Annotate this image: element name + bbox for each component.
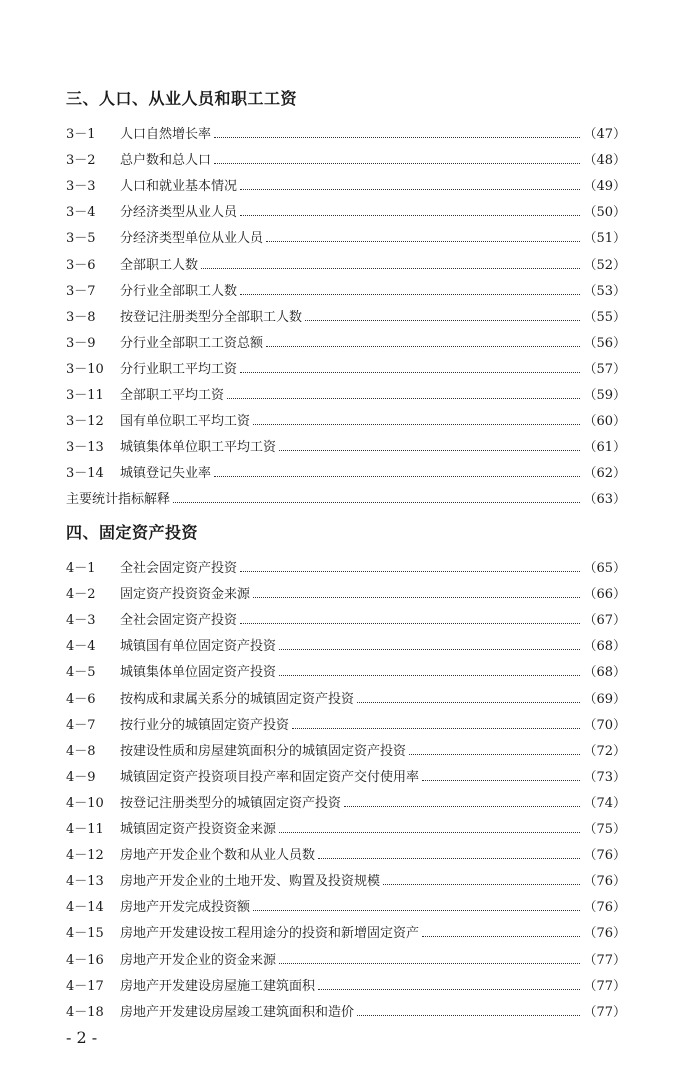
dot-leader <box>240 372 580 373</box>
dot-leader <box>279 832 580 833</box>
toc-entry-title: 按登记注册类型分的城镇固定资产投资 <box>120 795 342 811</box>
toc-entry-page: （69） <box>583 691 626 707</box>
toc-entry-page: （62） <box>583 466 626 482</box>
dot-leader <box>227 398 580 399</box>
toc-entry-title: 按构成和隶属关系分的城镇固定资产投资 <box>120 691 355 707</box>
dot-leader <box>253 910 580 911</box>
toc-entry-title: 按行业分的城镇固定资产投资 <box>120 717 290 733</box>
toc-entry-title: 城镇固定资产投资资金来源 <box>120 822 277 838</box>
toc-entry <box>66 142 626 168</box>
toc-entry-page: （76） <box>583 900 626 916</box>
toc-entry-number: 4－9 <box>66 769 96 785</box>
toc-entry-title: 按登记注册类型分全部职工人数 <box>120 309 303 325</box>
toc-entry-page: （75） <box>583 822 626 838</box>
toc-entry-number: 4－17 <box>66 978 104 994</box>
dot-leader <box>279 450 580 451</box>
toc-entry <box>66 994 626 1020</box>
toc-entry-page: （59） <box>583 388 626 404</box>
toc-entry <box>66 455 626 481</box>
toc-entry-number: 4－3 <box>66 613 96 629</box>
toc-entry <box>66 811 626 837</box>
dot-leader <box>240 623 580 624</box>
dot-leader <box>279 649 580 650</box>
section-3-heading: 三、人口、从业人员和职工工资 <box>66 89 298 108</box>
toc-entry <box>66 602 626 628</box>
toc-entry <box>66 576 626 602</box>
dot-leader <box>292 728 580 729</box>
dot-leader <box>240 294 580 295</box>
toc-entry-number: 4－11 <box>66 822 104 838</box>
toc-entry-number: 3－9 <box>66 335 96 351</box>
toc-entry-page: （66） <box>583 587 626 603</box>
toc-entry-title: 房地产开发企业的土地开发、购置及投资规模 <box>120 874 381 890</box>
toc-entry-number: 3－14 <box>66 466 104 482</box>
toc-entry-number: 3－7 <box>66 283 96 299</box>
toc-entry-page: （77） <box>583 952 626 968</box>
toc-entry-title: 城镇国有单位固定资产投资 <box>120 639 277 655</box>
toc-entry <box>66 733 626 759</box>
toc-entry-title: 房地产开发企业个数和从业人员数 <box>120 848 316 864</box>
toc-entry-number: 3－4 <box>66 205 96 221</box>
toc-entry-page: （57） <box>583 361 626 377</box>
dot-leader <box>305 320 580 321</box>
dot-leader <box>422 936 580 937</box>
toc-entry-number: 3－13 <box>66 440 104 456</box>
toc-entry-number: 3－12 <box>66 414 104 430</box>
toc-entry <box>66 941 626 967</box>
toc-entry <box>66 550 626 576</box>
toc-entry-title: 人口和就业基本情况 <box>120 179 238 195</box>
toc-entry-title: 全社会固定资产投资 <box>120 613 238 629</box>
toc-entry <box>66 968 626 994</box>
dot-leader <box>240 189 580 190</box>
toc-entry <box>66 889 626 915</box>
dot-leader <box>279 963 580 964</box>
toc-entry-number: 3－11 <box>66 388 104 404</box>
toc-entry-page: （50） <box>583 205 626 221</box>
dot-leader <box>409 754 580 755</box>
toc-entry-title: 固定资产投资资金来源 <box>120 587 251 603</box>
toc-entry-number: 3－8 <box>66 309 96 325</box>
toc-entry-number: 4－1 <box>66 561 96 577</box>
toc-entry-title: 房地产开发企业的资金来源 <box>120 952 277 968</box>
toc-entry <box>66 194 626 220</box>
toc-entry-number: 4－12 <box>66 848 104 864</box>
toc-entry-title: 分经济类型从业人员 <box>120 205 238 221</box>
toc-entry-page: （56） <box>583 335 626 351</box>
toc-entry-number: 3－3 <box>66 179 96 195</box>
toc-entry-title: 房地产开发建设房屋竣工建筑面积和造价 <box>120 1004 355 1020</box>
toc-entry <box>66 837 626 863</box>
toc-entry-title: 人口自然增长率 <box>120 127 212 143</box>
toc-entry-number: 4－4 <box>66 639 96 655</box>
toc-entry-page: （65） <box>583 561 626 577</box>
section-4-toc-list <box>66 550 626 1020</box>
dot-leader <box>279 675 580 676</box>
toc-entry-page: （72） <box>583 743 626 759</box>
toc-entry-page: （52） <box>583 257 626 273</box>
toc-entry <box>66 429 626 455</box>
toc-entry-number: 4－10 <box>66 795 104 811</box>
toc-entry-number: 3－2 <box>66 153 96 169</box>
dot-leader <box>266 241 580 242</box>
toc-entry-page: （76） <box>583 926 626 942</box>
toc-entry-page: （49） <box>583 179 626 195</box>
dot-leader <box>357 1015 580 1016</box>
toc-entry-title: 分行业职工平均工资 <box>120 361 238 377</box>
toc-entry-number: 3－5 <box>66 231 96 247</box>
toc-entry-number: 4－18 <box>66 1004 104 1020</box>
toc-entry-number: 3－6 <box>66 257 96 273</box>
dot-leader <box>318 858 580 859</box>
toc-entry <box>66 299 626 325</box>
toc-entry-page: （67） <box>583 613 626 629</box>
toc-entry-page: （61） <box>583 440 626 456</box>
dot-leader <box>344 806 580 807</box>
toc-entry-title: 房地产开发建设按工程用途分的投资和新增固定资产 <box>120 926 420 942</box>
toc-entry <box>66 168 626 194</box>
toc-entry <box>66 680 626 706</box>
toc-entry-title: 按建设性质和房屋建筑面积分的城镇固定资产投资 <box>120 743 407 759</box>
toc-entry <box>66 246 626 272</box>
page-number: - 2 - <box>66 1028 98 1047</box>
dot-leader <box>173 502 580 503</box>
dot-leader <box>266 346 580 347</box>
toc-entry-number: 4－16 <box>66 952 104 968</box>
toc-entry-page: （76） <box>583 848 626 864</box>
dot-leader <box>201 268 580 269</box>
toc-entry-number: 4－8 <box>66 743 96 759</box>
dot-leader <box>214 476 580 477</box>
toc-entry-page: （55） <box>583 309 626 325</box>
toc-entry-page: （73） <box>583 769 626 785</box>
toc-entry-title: 房地产开发完成投资额 <box>120 900 251 916</box>
toc-entry-page: （60） <box>583 414 626 430</box>
toc-entry-title: 全部职工平均工资 <box>120 388 225 404</box>
toc-entry-page: （74） <box>583 795 626 811</box>
dot-leader <box>214 163 580 164</box>
dot-leader <box>240 571 580 572</box>
section-4-heading: 四、固定资产投资 <box>66 523 199 542</box>
toc-entry-title: 城镇固定资产投资项目投产率和固定资产交付使用率 <box>120 769 420 785</box>
dot-leader <box>383 884 580 885</box>
toc-entry <box>66 273 626 299</box>
toc-entry-title: 总户数和总人口 <box>120 153 212 169</box>
toc-entry-title: 分行业全部职工人数 <box>120 283 238 299</box>
toc-entry-page: （77） <box>583 1004 626 1020</box>
toc-entry <box>66 707 626 733</box>
toc-entry <box>66 628 626 654</box>
toc-entry-number: 4－13 <box>66 874 104 890</box>
dot-leader <box>214 137 580 138</box>
dot-leader <box>422 780 580 781</box>
toc-entry-title: 全部职工人数 <box>120 257 199 273</box>
toc-entry-page: （68） <box>583 665 626 681</box>
toc-entry-title: 城镇集体单位职工平均工资 <box>120 440 277 456</box>
toc-entry-page: （48） <box>583 153 626 169</box>
toc-entry-title: 主要统计指标解释 <box>66 492 171 508</box>
toc-entry-title: 城镇登记失业率 <box>120 466 212 482</box>
dot-leader <box>357 702 580 703</box>
toc-entry <box>66 785 626 811</box>
toc-entry <box>66 220 626 246</box>
toc-entry-page: （76） <box>583 874 626 890</box>
dot-leader <box>253 424 580 425</box>
toc-entry-title: 国有单位职工平均工资 <box>120 414 251 430</box>
dot-leader <box>253 597 580 598</box>
section-3-toc-list <box>66 116 626 507</box>
toc-entry <box>66 351 626 377</box>
dot-leader <box>318 989 580 990</box>
toc-entry <box>66 325 626 351</box>
toc-entry-page: （77） <box>583 978 626 994</box>
toc-entry <box>66 116 626 142</box>
toc-entry-page: （68） <box>583 639 626 655</box>
toc-entry <box>66 759 626 785</box>
toc-entry-number: 4－14 <box>66 900 104 916</box>
toc-entry-page: （63） <box>583 492 626 508</box>
toc-entry-number: 4－6 <box>66 691 96 707</box>
toc-entry <box>66 863 626 889</box>
toc-entry-number: 3－1 <box>66 127 96 143</box>
toc-entry-page: （53） <box>583 283 626 299</box>
toc-entry-number: 4－7 <box>66 717 96 733</box>
toc-entry-page: （47） <box>583 127 626 143</box>
toc-entry-number: 3－10 <box>66 361 104 377</box>
toc-entry-page: （51） <box>583 231 626 247</box>
toc-entry <box>66 377 626 403</box>
dot-leader <box>240 215 580 216</box>
toc-entry <box>66 915 626 941</box>
toc-entry-page: （70） <box>583 717 626 733</box>
toc-entry-title: 全社会固定资产投资 <box>120 561 238 577</box>
toc-entry-title: 房地产开发建设房屋施工建筑面积 <box>120 978 316 994</box>
toc-entry <box>66 403 626 429</box>
toc-entry-number: 4－2 <box>66 587 96 603</box>
toc-entry-glossary <box>66 481 626 507</box>
toc-entry-title: 分经济类型单位从业人员 <box>120 231 264 247</box>
toc-entry <box>66 654 626 680</box>
toc-entry-title: 分行业全部职工工资总额 <box>120 335 264 351</box>
toc-entry-title: 城镇集体单位固定资产投资 <box>120 665 277 681</box>
toc-entry-number: 4－15 <box>66 926 104 942</box>
toc-entry-number: 4－5 <box>66 665 96 681</box>
